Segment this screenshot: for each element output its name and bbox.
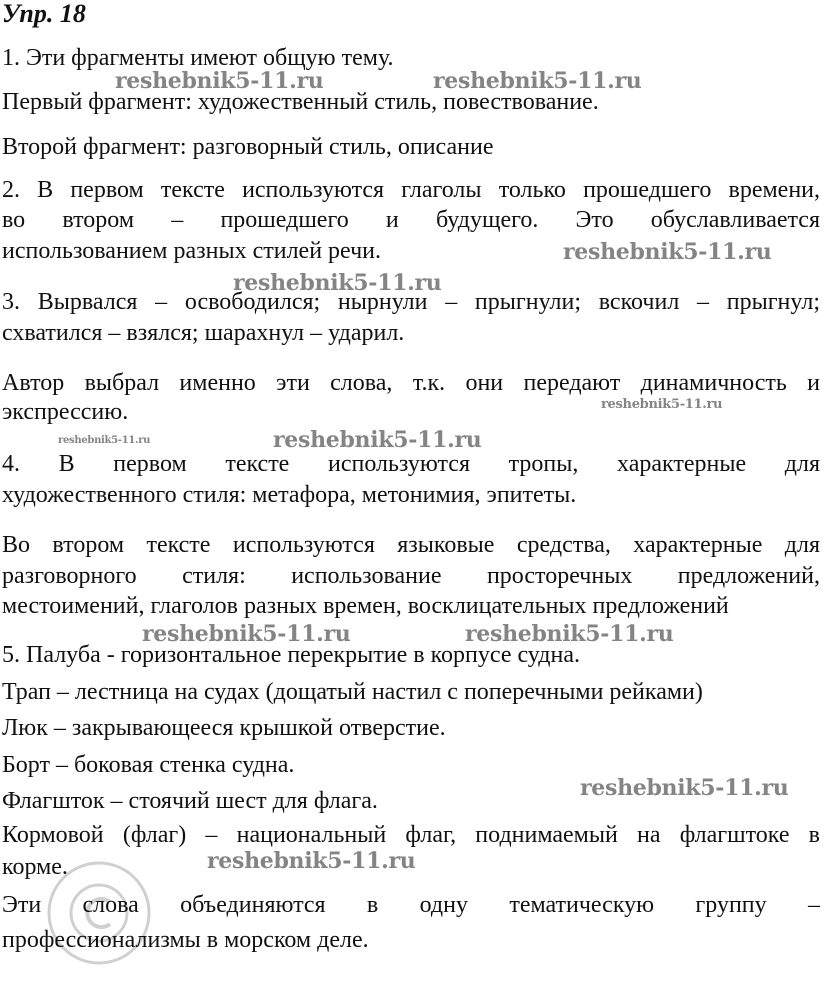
answer-line: Флагшток – стоячий шест для флага.	[2, 788, 378, 814]
answer-line: профессионализмы в морском деле.	[2, 927, 369, 953]
watermark: reshebnik5-11.ru	[233, 270, 442, 296]
watermark: reshebnik5-11.ru	[58, 435, 151, 446]
watermark: reshebnik5-11.ru	[563, 239, 772, 265]
answer-line: Эти слова объединяются в одну тематическую группу –	[2, 892, 820, 918]
watermark: reshebnik5-11.ru	[115, 68, 324, 94]
answer-line: Борт – боковая стенка судна.	[2, 752, 295, 778]
answer-line: 5. Палуба - горизонтальное перекрытие в корпусе судна.	[2, 642, 581, 668]
answer-line: Второй фрагмент: разговорный стиль, описание	[2, 134, 494, 160]
answer-line: разговорного стиля: использование просторечных предложений,	[2, 563, 820, 589]
answer-line: схватился – взялся; шарахнул – ударил.	[2, 320, 405, 346]
watermark: reshebnik5-11.ru	[465, 621, 674, 647]
watermark: reshebnik5-11.ru	[273, 427, 482, 453]
watermark: reshebnik5-11.ru	[207, 848, 416, 874]
answer-line: Трап – лестница на судах (дощатый настил с поперечными рейками)	[2, 679, 703, 705]
watermark: reshebnik5-11.ru	[580, 775, 789, 801]
answer-line: Автор выбрал именно эти слова, т.к. они передают динамичность и	[2, 370, 820, 396]
answer-line: Первый фрагмент: художественный стиль, повествование.	[2, 89, 599, 115]
answer-line: экспрессию.	[2, 399, 129, 425]
answer-line: Во втором тексте используются языковые средства, характерные для	[2, 532, 820, 558]
answer-line: 3. Вырвался – освободился; нырнули – прыгнули; вскочил – прыгнул;	[2, 289, 820, 315]
answer-line: 1. Эти фрагменты имеют общую тему.	[2, 45, 394, 71]
answer-line: Кормовой (флаг) – национальный флаг, поднимаемый на флагштоке в	[2, 822, 820, 848]
answer-line: корме.	[2, 854, 68, 880]
exercise-title: Упр. 18	[2, 0, 86, 28]
watermark: reshebnik5-11.ru	[142, 621, 351, 647]
answer-line: местоимений, глаголов разных времен, восклицательных предложений	[2, 593, 729, 619]
answer-line: художественного стиля: метафора, метонимия, эпитеты.	[2, 482, 577, 508]
watermark: reshebnik5-11.ru	[433, 68, 642, 94]
answer-line: Люк – закрывающееся крышкой отверстие.	[2, 715, 446, 741]
watermark: reshebnik5-11.ru	[601, 397, 723, 412]
answer-line: во втором – прошедшего и будущего. Это обуславливается	[2, 207, 820, 233]
answer-line: 4. В первом тексте используются тропы, характерные для	[2, 451, 820, 477]
answer-line: 2. В первом тексте используются глаголы только прошедшего времени,	[2, 177, 820, 203]
answer-line: использованием разных стилей речи.	[2, 238, 382, 264]
